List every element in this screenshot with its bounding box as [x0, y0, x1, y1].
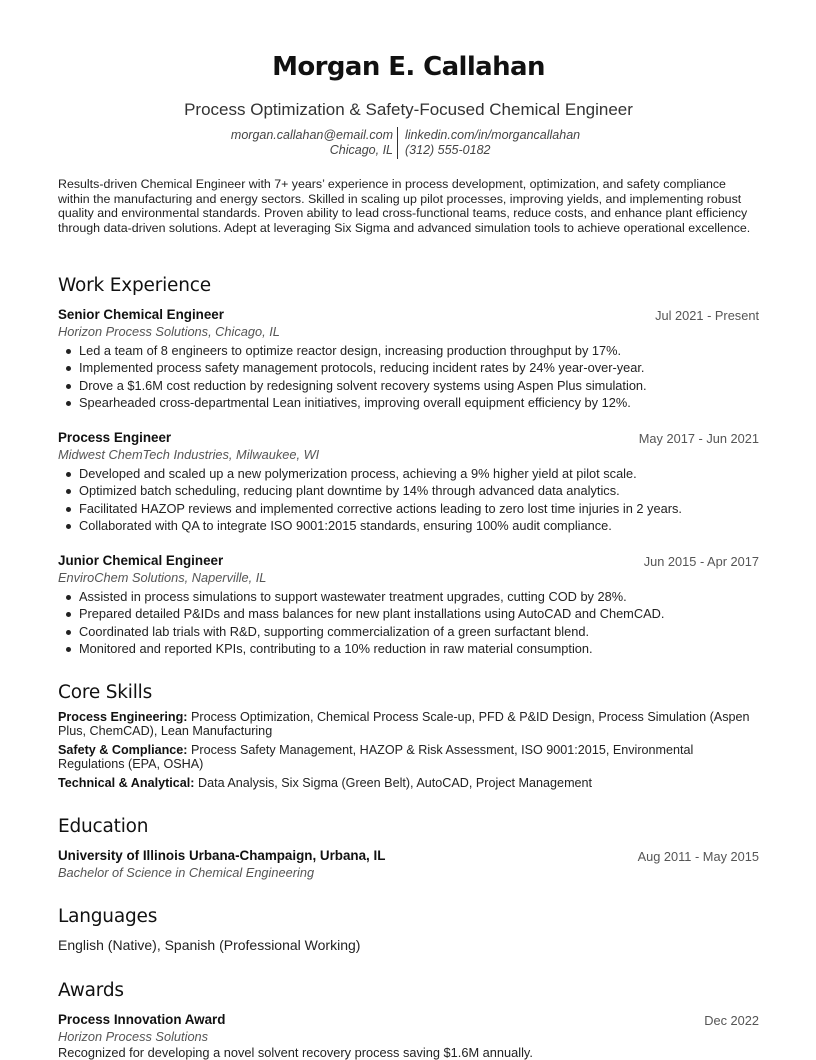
job-dates: Jun 2015 - Apr 2017: [643, 554, 759, 569]
school-name: University of Illinois Urbana-Champaign, Urbana, IL: [58, 848, 386, 863]
award-title: Process Innovation Award: [58, 1012, 226, 1027]
job-bullet: Drove a $1.6M cost reduction by redesigning solvent recovery systems using Aspen Plus simulation.: [79, 378, 759, 395]
headline: Process Optimization & Safety-Focused Chemical Engineer: [184, 100, 633, 119]
job-bullet: Developed and scaled up a new polymerization process, achieving a 9% higher yield at pilot scale.: [79, 466, 759, 483]
skill-group-text: Process Optimization, Chemical Process Scale-up, PFD & P&ID Design, Process Simulation (Aspen Plus, ChemCAD), Lean Manufacturing: [58, 710, 750, 738]
job-title: Senior Chemical Engineer: [58, 307, 224, 322]
job-bullet: Monitored and reported KPIs, contributing to a 10% reduction in raw material consumption.: [79, 641, 759, 658]
job-bullets: [79, 466, 759, 535]
languages-text: English (Native), Spanish (Professional Working): [58, 937, 361, 953]
award-date: Dec 2022: [704, 1013, 759, 1028]
job-company: EnviroChem Solutions, Naperville, IL: [58, 570, 267, 585]
contact-divider: [397, 142, 398, 159]
job-bullet: Facilitated HAZOP reviews and implemented corrective actions leading to zero lost time injuries in 2 years.: [79, 501, 759, 518]
job-bullet: Collaborated with QA to integrate ISO 9001:2015 standards, ensuring 100% audit compliance.: [79, 518, 759, 535]
job-dates: May 2017 - Jun 2021: [638, 431, 759, 446]
skill-group-label: Technical & Analytical:: [58, 776, 195, 790]
job-bullet: Coordinated lab trials with R&D, supporting commercialization of a green surfactant blend.: [79, 624, 759, 641]
job-bullet: Optimized batch scheduling, reducing plant downtime by 14% through advanced data analytics.: [79, 483, 759, 500]
job-bullet: Implemented process safety management protocols, reducing incident rates by 24% year-over-year.: [79, 360, 759, 377]
skill-group-label: Process Engineering:: [58, 710, 188, 724]
skill-group-text: Data Analysis, Six Sigma (Green Belt), AutoCAD, Project Management: [197, 776, 593, 790]
award-org: Horizon Process Solutions: [58, 1029, 209, 1044]
skill-group-text: Process Safety Management, HAZOP & Risk Assessment, ISO 9001:2015, Environmental Regulations (EPA, OSHA): [58, 743, 694, 771]
job-bullet: Led a team of 8 engineers to optimize reactor design, increasing production throughput by 17%.: [79, 343, 759, 360]
candidate-name: Morgan E. Callahan: [272, 52, 545, 82]
skill-group: [58, 776, 759, 790]
contact-row-2: [58, 143, 759, 159]
degree: Bachelor of Science in Chemical Engineering: [58, 865, 315, 880]
job-bullet: Spearheaded cross-departmental Lean initiatives, improving overall equipment efficiency by 12%.: [79, 395, 759, 412]
job-bullet: Assisted in process simulations to support wastewater treatment upgrades, cutting COD by 28%.: [79, 589, 759, 606]
location-text: Chicago, IL: [329, 143, 393, 157]
section-title-education: Education: [58, 816, 149, 837]
skill-group: [58, 743, 759, 771]
job-title: Process Engineer: [58, 430, 172, 445]
award-description: Recognized for developing a novel solvent recovery process saving $1.6M annually.: [58, 1045, 533, 1060]
job-bullets: [79, 589, 759, 658]
section-title-experience: Work Experience: [58, 275, 211, 296]
education-dates: Aug 2011 - May 2015: [637, 849, 759, 864]
job-company: Midwest ChemTech Industries, Milwaukee, WI: [58, 447, 320, 462]
job-company: Horizon Process Solutions, Chicago, IL: [58, 324, 280, 339]
job-bullet: Prepared detailed P&IDs and mass balances for new plant installations using AutoCAD and ChemCAD.: [79, 606, 759, 623]
linkedin-link[interactable]: linkedin.com/in/morgancallahan: [405, 128, 581, 142]
skill-group-label: Safety & Compliance:: [58, 743, 188, 757]
job-title: Junior Chemical Engineer: [58, 553, 224, 568]
contact-row-1: [58, 128, 759, 144]
job-bullets: [79, 343, 759, 412]
section-title-awards: Awards: [58, 980, 124, 1001]
skill-group: [58, 710, 759, 738]
job-dates: Jul 2021 - Present: [655, 308, 759, 323]
email-link[interactable]: morgan.callahan@email.com: [230, 128, 393, 142]
section-title-skills: Core Skills: [58, 682, 153, 703]
phone-text: (312) 555-0182: [405, 143, 491, 157]
professional-summary: Results-driven Chemical Engineer with 7+ years’ experience in process development, optimization, and safety compliance within the manufacturing and energy sectors. Skilled in scaling up pilot processes, improving yields, and implementing robust quality and environmental standards. Proven ability to lead cross-functional teams, reduce costs, and enhance plant efficiency through data-driven solutions. Adept at leveraging Six Sigma and advanced simulation tools to achieve operational excellence.: [58, 177, 751, 235]
section-title-languages: Languages: [58, 906, 158, 927]
